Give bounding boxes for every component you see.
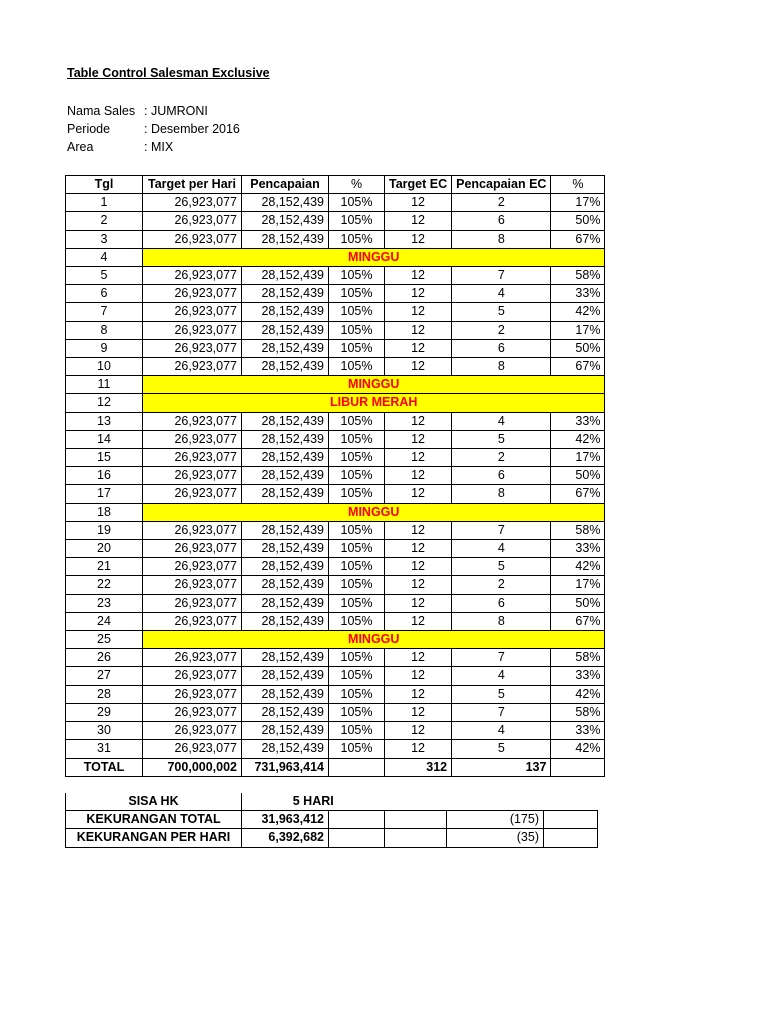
summary-table	[65, 793, 598, 848]
cell-percent-ec: 58%	[551, 267, 605, 285]
cell-pencapaian-ec: 4	[452, 722, 551, 740]
table-row	[66, 358, 605, 376]
sisa-hk-label: SISA HK	[66, 793, 242, 811]
holiday-row	[66, 631, 605, 649]
cell-tgl: 24	[66, 612, 143, 630]
cell-target: 26,923,077	[143, 321, 242, 339]
cell-tgl: 29	[66, 703, 143, 721]
table-row	[66, 685, 605, 703]
cell-tgl: 9	[66, 339, 143, 357]
cell-tgl: 2	[66, 212, 143, 230]
cell-pencapaian-ec: 7	[452, 267, 551, 285]
meta-value: : Desember 2016	[144, 122, 240, 137]
cell-target: 26,923,077	[143, 358, 242, 376]
cell-percent-ec: 67%	[551, 612, 605, 630]
cell-pencapaian: 28,152,439	[242, 576, 329, 594]
cell-pencapaian: 28,152,439	[242, 594, 329, 612]
cell-pencapaian-ec: 2	[452, 576, 551, 594]
cell-tgl: 17	[66, 485, 143, 503]
cell-tgl: 15	[66, 449, 143, 467]
cell-target: 26,923,077	[143, 267, 242, 285]
cell-pencapaian-ec: 4	[452, 285, 551, 303]
summary-row-kekurangan-hari	[66, 829, 598, 847]
table-row	[66, 485, 605, 503]
cell-percent: 105%	[329, 740, 385, 758]
cell-percent-ec: 67%	[551, 230, 605, 248]
cell-tgl: 16	[66, 467, 143, 485]
cell-target-ec: 12	[385, 685, 452, 703]
cell-tgl: 23	[66, 594, 143, 612]
cell-percent: 105%	[329, 194, 385, 212]
cell-target: 26,923,077	[143, 667, 242, 685]
cell-target: 26,923,077	[143, 612, 242, 630]
cell-target: 26,923,077	[143, 521, 242, 539]
cell-tgl: 14	[66, 430, 143, 448]
cell-target: 26,923,077	[143, 303, 242, 321]
control-table	[65, 175, 605, 777]
cell-target-ec: 12	[385, 540, 452, 558]
header-pencapaian-ec: Pencapaian EC	[452, 176, 551, 194]
cell-pencapaian-ec: 4	[452, 540, 551, 558]
cell-pencapaian: 28,152,439	[242, 722, 329, 740]
cell-pencapaian: 28,152,439	[242, 430, 329, 448]
empty-cell	[544, 811, 598, 829]
cell-percent: 105%	[329, 467, 385, 485]
cell-target-ec: 12	[385, 467, 452, 485]
cell-pencapaian: 28,152,439	[242, 303, 329, 321]
cell-pencapaian: 28,152,439	[242, 412, 329, 430]
cell-target-ec: 12	[385, 194, 452, 212]
cell-target: 26,923,077	[143, 649, 242, 667]
cell-target: 26,923,077	[143, 558, 242, 576]
cell-target: 26,923,077	[143, 576, 242, 594]
cell-percent: 105%	[329, 540, 385, 558]
holiday-label: MINGGU	[143, 631, 605, 649]
cell-pencapaian: 28,152,439	[242, 740, 329, 758]
holiday-row	[66, 376, 605, 394]
cell-percent: 105%	[329, 722, 385, 740]
cell-target-ec: 12	[385, 485, 452, 503]
cell-percent-ec: 58%	[551, 703, 605, 721]
cell-pencapaian-ec: 5	[452, 740, 551, 758]
cell-target-ec: 12	[385, 303, 452, 321]
total-row	[66, 758, 605, 776]
cell-target: 26,923,077	[143, 339, 242, 357]
empty-cell	[544, 829, 598, 847]
cell-percent-ec: 42%	[551, 740, 605, 758]
cell-pencapaian-ec: 2	[452, 321, 551, 339]
table-row	[66, 467, 605, 485]
cell-percent-ec: 50%	[551, 467, 605, 485]
cell-pencapaian-ec: 6	[452, 339, 551, 357]
table-row	[66, 230, 605, 248]
cell-percent: 105%	[329, 430, 385, 448]
holiday-row	[66, 503, 605, 521]
cell-pencapaian-ec: 2	[452, 449, 551, 467]
holiday-row	[66, 394, 605, 412]
cell-percent: 105%	[329, 321, 385, 339]
cell-tgl: 20	[66, 540, 143, 558]
cell-target: 26,923,077	[143, 449, 242, 467]
cell-pencapaian-ec: 4	[452, 667, 551, 685]
table-row	[66, 303, 605, 321]
table-row	[66, 703, 605, 721]
kekurangan-hari-ec: (35)	[447, 829, 544, 847]
cell-percent-ec: 33%	[551, 540, 605, 558]
table-body	[66, 194, 605, 758]
cell-target: 26,923,077	[143, 685, 242, 703]
empty-cell	[385, 811, 447, 829]
cell-pencapaian-ec: 5	[452, 558, 551, 576]
table-row	[66, 321, 605, 339]
cell-target: 26,923,077	[143, 212, 242, 230]
table-row	[66, 194, 605, 212]
cell-percent: 105%	[329, 339, 385, 357]
table-row	[66, 612, 605, 630]
cell-pencapaian: 28,152,439	[242, 285, 329, 303]
cell-percent-ec: 17%	[551, 321, 605, 339]
cell-percent: 105%	[329, 267, 385, 285]
cell-target-ec: 12	[385, 521, 452, 539]
cell-percent-ec: 33%	[551, 412, 605, 430]
cell-target-ec: 12	[385, 703, 452, 721]
cell-pencapaian: 28,152,439	[242, 467, 329, 485]
table-row	[66, 722, 605, 740]
cell-tgl: 4	[66, 248, 143, 266]
cell-target: 26,923,077	[143, 540, 242, 558]
cell-percent-ec: 17%	[551, 449, 605, 467]
total-pencapaian: 731,963,414	[242, 758, 329, 776]
cell-tgl: 18	[66, 503, 143, 521]
kekurangan-total-value: 31,963,412	[242, 811, 329, 829]
table-row	[66, 412, 605, 430]
table-row	[66, 285, 605, 303]
table-row	[66, 267, 605, 285]
table-row	[66, 540, 605, 558]
cell-target-ec: 12	[385, 576, 452, 594]
cell-target: 26,923,077	[143, 485, 242, 503]
cell-tgl: 25	[66, 631, 143, 649]
meta-row-area	[67, 138, 240, 156]
cell-target: 26,923,077	[143, 594, 242, 612]
cell-target-ec: 12	[385, 267, 452, 285]
cell-tgl: 11	[66, 376, 143, 394]
total-target-ec: 312	[385, 758, 452, 776]
table-header-row	[66, 176, 605, 194]
table-row	[66, 339, 605, 357]
cell-pencapaian: 28,152,439	[242, 321, 329, 339]
header-tgl: Tgl	[66, 176, 143, 194]
cell-tgl: 8	[66, 321, 143, 339]
holiday-row	[66, 248, 605, 266]
cell-percent: 105%	[329, 485, 385, 503]
cell-target: 26,923,077	[143, 430, 242, 448]
total-percent	[329, 758, 385, 776]
cell-target-ec: 12	[385, 667, 452, 685]
cell-target: 26,923,077	[143, 285, 242, 303]
cell-tgl: 19	[66, 521, 143, 539]
cell-percent: 105%	[329, 449, 385, 467]
holiday-label: LIBUR MERAH	[143, 394, 605, 412]
summary-row-sisa-hk	[66, 793, 598, 811]
cell-target-ec: 12	[385, 722, 452, 740]
cell-pencapaian-ec: 8	[452, 485, 551, 503]
cell-pencapaian: 28,152,439	[242, 612, 329, 630]
table-row	[66, 449, 605, 467]
cell-pencapaian-ec: 5	[452, 430, 551, 448]
cell-pencapaian-ec: 5	[452, 685, 551, 703]
cell-tgl: 7	[66, 303, 143, 321]
cell-percent-ec: 50%	[551, 212, 605, 230]
cell-pencapaian-ec: 7	[452, 649, 551, 667]
table-row	[66, 576, 605, 594]
cell-pencapaian-ec: 6	[452, 212, 551, 230]
cell-pencapaian: 28,152,439	[242, 194, 329, 212]
cell-pencapaian: 28,152,439	[242, 540, 329, 558]
cell-target: 26,923,077	[143, 412, 242, 430]
cell-pencapaian: 28,152,439	[242, 649, 329, 667]
cell-percent: 105%	[329, 703, 385, 721]
meta-value: : JUMRONI	[144, 104, 208, 118]
cell-target: 26,923,077	[143, 740, 242, 758]
cell-target-ec: 12	[385, 412, 452, 430]
holiday-label: MINGGU	[143, 503, 605, 521]
cell-percent-ec: 33%	[551, 285, 605, 303]
cell-target-ec: 12	[385, 612, 452, 630]
kekurangan-hari-value: 6,392,682	[242, 829, 329, 847]
cell-percent: 105%	[329, 412, 385, 430]
table-row	[66, 212, 605, 230]
cell-pencapaian: 28,152,439	[242, 267, 329, 285]
cell-pencapaian-ec: 6	[452, 467, 551, 485]
header-target-ec: Target EC	[385, 176, 452, 194]
cell-percent-ec: 33%	[551, 722, 605, 740]
cell-target-ec: 12	[385, 358, 452, 376]
cell-target: 26,923,077	[143, 467, 242, 485]
cell-percent-ec: 42%	[551, 303, 605, 321]
total-target: 700,000,002	[143, 758, 242, 776]
cell-percent: 105%	[329, 303, 385, 321]
cell-percent: 105%	[329, 558, 385, 576]
meta-row-periode	[67, 120, 240, 138]
cell-tgl: 22	[66, 576, 143, 594]
sisa-hk-value: 5 HARI	[242, 793, 385, 811]
cell-target-ec: 12	[385, 212, 452, 230]
cell-percent-ec: 58%	[551, 649, 605, 667]
kekurangan-hari-label: KEKURANGAN PER HARI	[66, 829, 242, 847]
cell-pencapaian: 28,152,439	[242, 485, 329, 503]
cell-target-ec: 12	[385, 230, 452, 248]
cell-target-ec: 12	[385, 449, 452, 467]
cell-pencapaian-ec: 8	[452, 358, 551, 376]
cell-tgl: 12	[66, 394, 143, 412]
cell-percent: 105%	[329, 230, 385, 248]
cell-percent: 105%	[329, 685, 385, 703]
meta-label: Nama Sales	[67, 104, 136, 118]
total-label: TOTAL	[66, 758, 143, 776]
cell-tgl: 10	[66, 358, 143, 376]
cell-tgl: 1	[66, 194, 143, 212]
table-row	[66, 558, 605, 576]
cell-pencapaian-ec: 8	[452, 230, 551, 248]
cell-pencapaian-ec: 4	[452, 412, 551, 430]
cell-percent-ec: 42%	[551, 685, 605, 703]
cell-pencapaian: 28,152,439	[242, 703, 329, 721]
cell-tgl: 21	[66, 558, 143, 576]
cell-target-ec: 12	[385, 285, 452, 303]
meta-label: Area	[67, 140, 94, 155]
header-target-per-hari: Target per Hari	[143, 176, 242, 194]
cell-pencapaian: 28,152,439	[242, 339, 329, 357]
cell-pencapaian: 28,152,439	[242, 685, 329, 703]
cell-percent-ec: 42%	[551, 430, 605, 448]
cell-percent-ec: 17%	[551, 576, 605, 594]
cell-percent: 105%	[329, 358, 385, 376]
cell-target: 26,923,077	[143, 722, 242, 740]
empty-cell	[329, 811, 385, 829]
cell-target-ec: 12	[385, 649, 452, 667]
cell-pencapaian: 28,152,439	[242, 558, 329, 576]
cell-target: 26,923,077	[143, 230, 242, 248]
cell-tgl: 28	[66, 685, 143, 703]
cell-pencapaian-ec: 6	[452, 594, 551, 612]
cell-percent-ec: 33%	[551, 667, 605, 685]
cell-pencapaian-ec: 2	[452, 194, 551, 212]
kekurangan-total-ec: (175)	[447, 811, 544, 829]
cell-percent: 105%	[329, 649, 385, 667]
cell-percent-ec: 42%	[551, 558, 605, 576]
cell-percent: 105%	[329, 212, 385, 230]
cell-pencapaian-ec: 5	[452, 303, 551, 321]
cell-percent-ec: 58%	[551, 521, 605, 539]
table-row	[66, 430, 605, 448]
cell-tgl: 27	[66, 667, 143, 685]
header-percent: %	[329, 176, 385, 194]
cell-pencapaian: 28,152,439	[242, 212, 329, 230]
holiday-label: MINGGU	[143, 248, 605, 266]
summary-row-kekurangan-total	[66, 811, 598, 829]
cell-percent: 105%	[329, 576, 385, 594]
meta-row-nama-sales	[67, 102, 240, 120]
cell-target-ec: 12	[385, 740, 452, 758]
cell-target-ec: 12	[385, 321, 452, 339]
header-pencapaian: Pencapaian	[242, 176, 329, 194]
cell-percent: 105%	[329, 612, 385, 630]
cell-percent: 105%	[329, 594, 385, 612]
meta-block	[67, 102, 240, 157]
cell-pencapaian: 28,152,439	[242, 449, 329, 467]
cell-target-ec: 12	[385, 594, 452, 612]
cell-tgl: 31	[66, 740, 143, 758]
cell-percent-ec: 17%	[551, 194, 605, 212]
cell-target: 26,923,077	[143, 703, 242, 721]
cell-target-ec: 12	[385, 339, 452, 357]
meta-label: Periode	[67, 122, 111, 137]
cell-tgl: 30	[66, 722, 143, 740]
table-row	[66, 740, 605, 758]
total-pencapaian-ec: 137	[452, 758, 551, 776]
cell-pencapaian: 28,152,439	[242, 667, 329, 685]
cell-percent: 105%	[329, 521, 385, 539]
table-row	[66, 667, 605, 685]
cell-pencapaian-ec: 7	[452, 703, 551, 721]
cell-pencapaian-ec: 7	[452, 521, 551, 539]
cell-percent: 105%	[329, 285, 385, 303]
cell-percent-ec: 67%	[551, 358, 605, 376]
page-title: Table Control Salesman Exclusive	[67, 66, 270, 80]
kekurangan-total-label: KEKURANGAN TOTAL	[66, 811, 242, 829]
cell-target: 26,923,077	[143, 194, 242, 212]
empty-cell	[385, 829, 447, 847]
table-row	[66, 649, 605, 667]
cell-tgl: 3	[66, 230, 143, 248]
cell-percent-ec: 50%	[551, 339, 605, 357]
cell-target-ec: 12	[385, 558, 452, 576]
header-percent-ec: %	[551, 176, 605, 194]
holiday-label: MINGGU	[143, 376, 605, 394]
table-row	[66, 521, 605, 539]
cell-pencapaian: 28,152,439	[242, 230, 329, 248]
empty-cell	[329, 829, 385, 847]
cell-target-ec: 12	[385, 430, 452, 448]
total-percent-ec	[551, 758, 605, 776]
cell-tgl: 6	[66, 285, 143, 303]
cell-tgl: 13	[66, 412, 143, 430]
cell-tgl: 26	[66, 649, 143, 667]
cell-pencapaian-ec: 8	[452, 612, 551, 630]
meta-value: : MIX	[144, 140, 174, 155]
table-row	[66, 594, 605, 612]
cell-percent-ec: 67%	[551, 485, 605, 503]
cell-pencapaian: 28,152,439	[242, 521, 329, 539]
cell-percent-ec: 50%	[551, 594, 605, 612]
cell-pencapaian: 28,152,439	[242, 358, 329, 376]
cell-percent: 105%	[329, 667, 385, 685]
cell-tgl: 5	[66, 267, 143, 285]
